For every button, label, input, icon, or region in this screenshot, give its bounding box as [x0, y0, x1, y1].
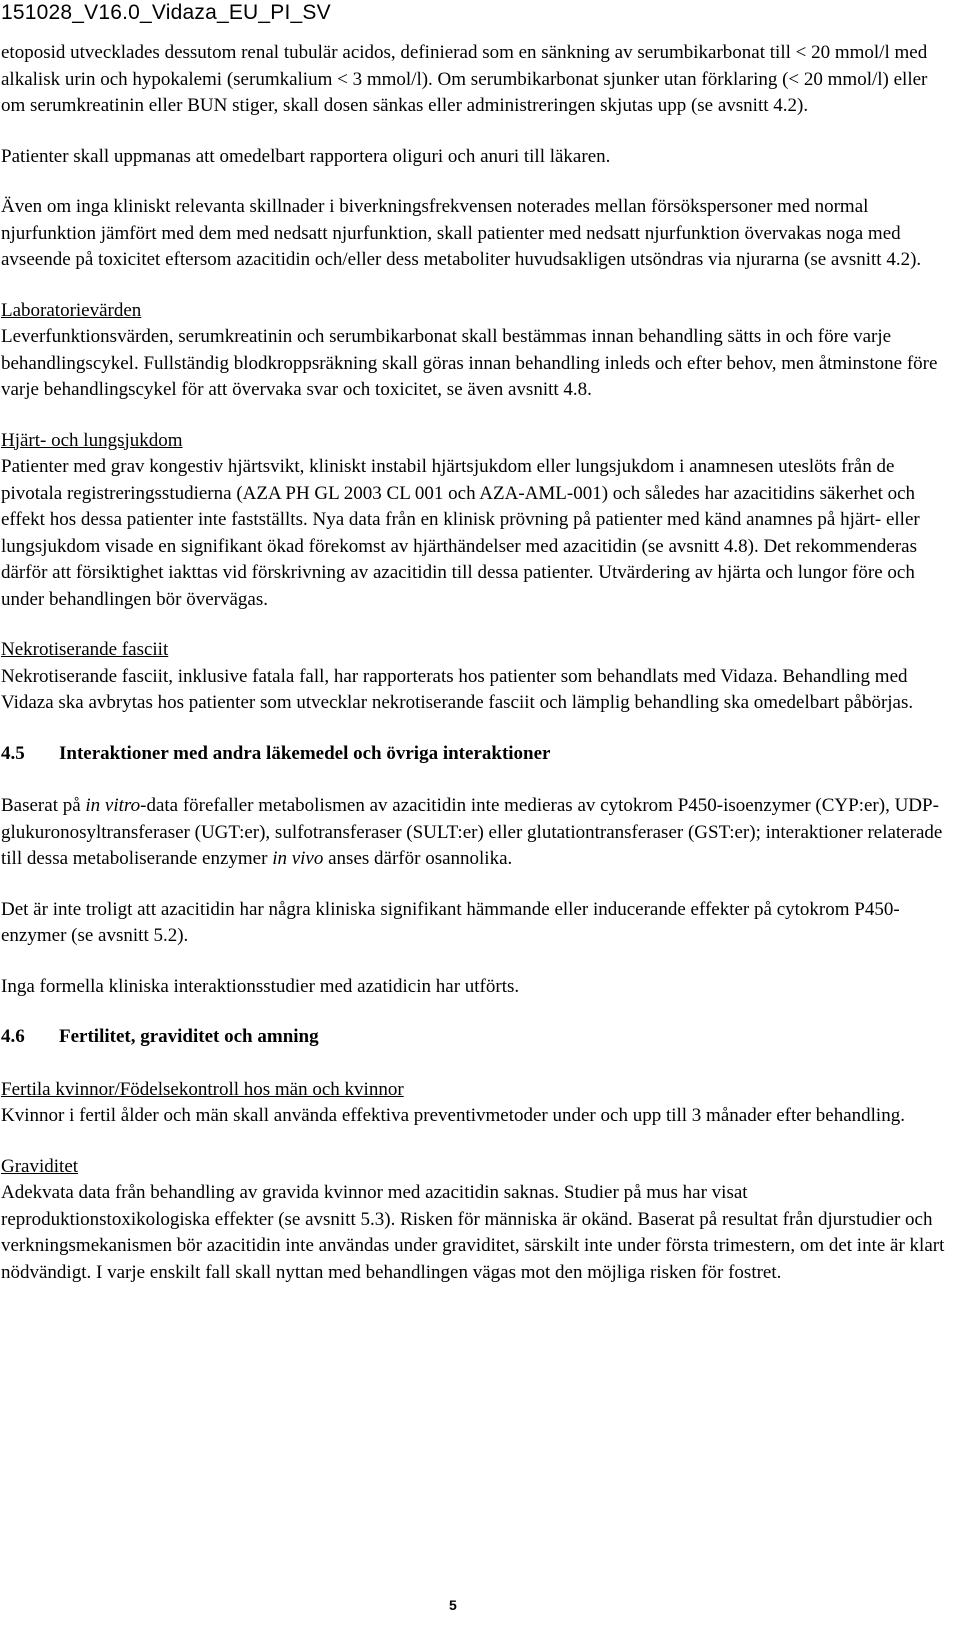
oliguria-paragraph: Patienter skall uppmanas att omedelbart rapportera oliguri och anuri till läkaren. [1, 145, 611, 167]
section-4-6-number: 4.6 [1, 1026, 25, 1047]
interactions-paragraph-3: Inga formella kliniska interaktionsstudier med azatidicin har utförts. [1, 975, 520, 997]
pregnancy-section [1, 1154, 951, 1287]
section-4-5-title-text: Interaktioner med andra läkemedel och övriga interaktioner [59, 742, 551, 764]
section-4-5-title [1, 741, 951, 768]
fertility-text: Kvinnor i fertil ålder och män skall använda effektiva preventivmetoder under och upp till 3 månader efter behandling. [1, 1105, 905, 1126]
necrotizing-fasciitis-section [1, 637, 951, 717]
necrotizing-fasciitis-text: Nekrotiserande fasciit, inklusive fatala fall, har rapporterats hos patienter som behandlats med Vidaza. Behandling med Vidaza ska avbrytas hos patienter som utvecklar nekrotiserande fasciit och lämplig behandling ska omedelbart påbörjas. [1, 665, 914, 713]
document-id-header: 151028_V16.0_Vidaza_EU_PI_SV [1, 1, 331, 24]
interactions-paragraph-2: Det är inte troligt att azacitidin har några kliniska signifikant hämmande eller inducerande effekter på cytokrom P450-enzymer (se avsnitt 5.2). [1, 898, 900, 946]
fertility-heading: Fertila kvinnor/Födelsekontroll hos män och kvinnor [1, 1078, 404, 1100]
renal-function-paragraph: Även om inga kliniskt relevanta skillnader i biverkningsfrekvensen noterades mellan försökspersoner med normal njurfunktion jämfört med dem med nedsatt njurfunktion, skall patienter med nedsatt njurfunktion övervakas noga med avseende på toxicitet eftersom azacitidin och/eller dess metaboliter huvudsakligen utsöndras via njurarna (se avsnitt 4.2). [1, 196, 922, 270]
section-4-5-number: 4.5 [1, 742, 25, 764]
section-4-6-title-text: Fertilitet, graviditet och amning [59, 1026, 319, 1047]
in-vitro-term: in vitro [85, 795, 141, 816]
heart-lung-heading: Hjärt- och lungsjukdom [1, 429, 183, 451]
section-4-6-title [1, 1024, 951, 1051]
in-vivo-term: in vivo [272, 848, 324, 869]
lab-values-heading: Laboratorievärden [1, 299, 142, 321]
renal-acidosis-paragraph: etoposid utvecklades dessutom renal tubulär acidos, definierad som en sänkning av serumbikarbonat till < 20 mmol/l med alkalisk urin och hypokalemi (serumkalium < 3 mmol/l). Om serumbikarbonat sjunker utan förklaring (< 20 mmol/l) eller om serumkreatinin eller BUN stiger, skall dosen sänkas eller administreringen skjutas upp (se avsnitt 4.2). [1, 42, 928, 116]
document-body [1, 40, 951, 1310]
interactions-text-c: anses därför osannolika. [323, 848, 513, 869]
interactions-paragraph-1 [1, 793, 951, 873]
heart-lung-section [1, 428, 951, 614]
heart-lung-text: Patienter med grav kongestiv hjärtsvikt, kliniskt instabil hjärtsjukdom eller lungsjukdom i anamnesen uteslöts från de pivotala registreringsstudierna (AZA PH GL 2003 CL 001 och AZA-AML-001) och således har azacitidins säkerhet och effekt hos dessa patienter inte fastställts. Nya data från en klinisk prövning på patienter med känd anamnes på hjärt- eller lungsjukdom visade en signifikant ökad förekomst av hjärthändelser med azacitidin (se avsnitt 4.8). Det rekommenderas därför att försiktighet iakttas vid förskrivning av azacitidin till dessa patienter. Utvärdering av hjärta och lungor före och under behandlingen bör övervägas. [1, 456, 920, 610]
pregnancy-text: Adekvata data från behandling av gravida kvinnor med azacitidin saknas. Studier på mus har visat reproduktionstoxikologiska effekter (se avsnitt 5.3). Risken för människa är okänd. Baserat på resultat från djurstudier och verkningsmekanismen bör azacitidin inte användas under graviditet, särskilt inte under första trimestern, om det inte är klart nödvändigt. I varje enskilt fall skall nyttan med behandlingen vägas mot den möjliga risken för fostret. [1, 1182, 945, 1283]
necrotizing-fasciitis-heading: Nekrotiserande fasciit [1, 639, 169, 660]
fertility-section [1, 1077, 951, 1130]
lab-values-text: Leverfunktionsvärden, serumkreatinin och serumbikarbonat skall bestämmas innan behandling sätts in och före varje behandlingscykel. Fullständig blodkroppsräkning skall göras innan behandling inleds och efter behov, men åtminstone före varje behandlingscykel för att övervaka svar och toxicitet, se även avsnitt 4.8. [1, 326, 938, 400]
pregnancy-heading: Graviditet [1, 1155, 79, 1177]
interactions-text-b: -data förefaller metabolismen av azacitidin inte medieras av cytokrom P450-isoenzymer (CYP:er), UDP-glukuronosyltransferaser (UGT:er), sulfotransferaser (SULT:er) eller glutationtransferaser (GST:er); interaktioner relaterade till dessa metaboliserande enzymer [1, 795, 943, 869]
interactions-text-a: Baserat på [1, 795, 86, 816]
page-number: 5 [449, 1597, 457, 1613]
lab-values-section [1, 298, 951, 404]
